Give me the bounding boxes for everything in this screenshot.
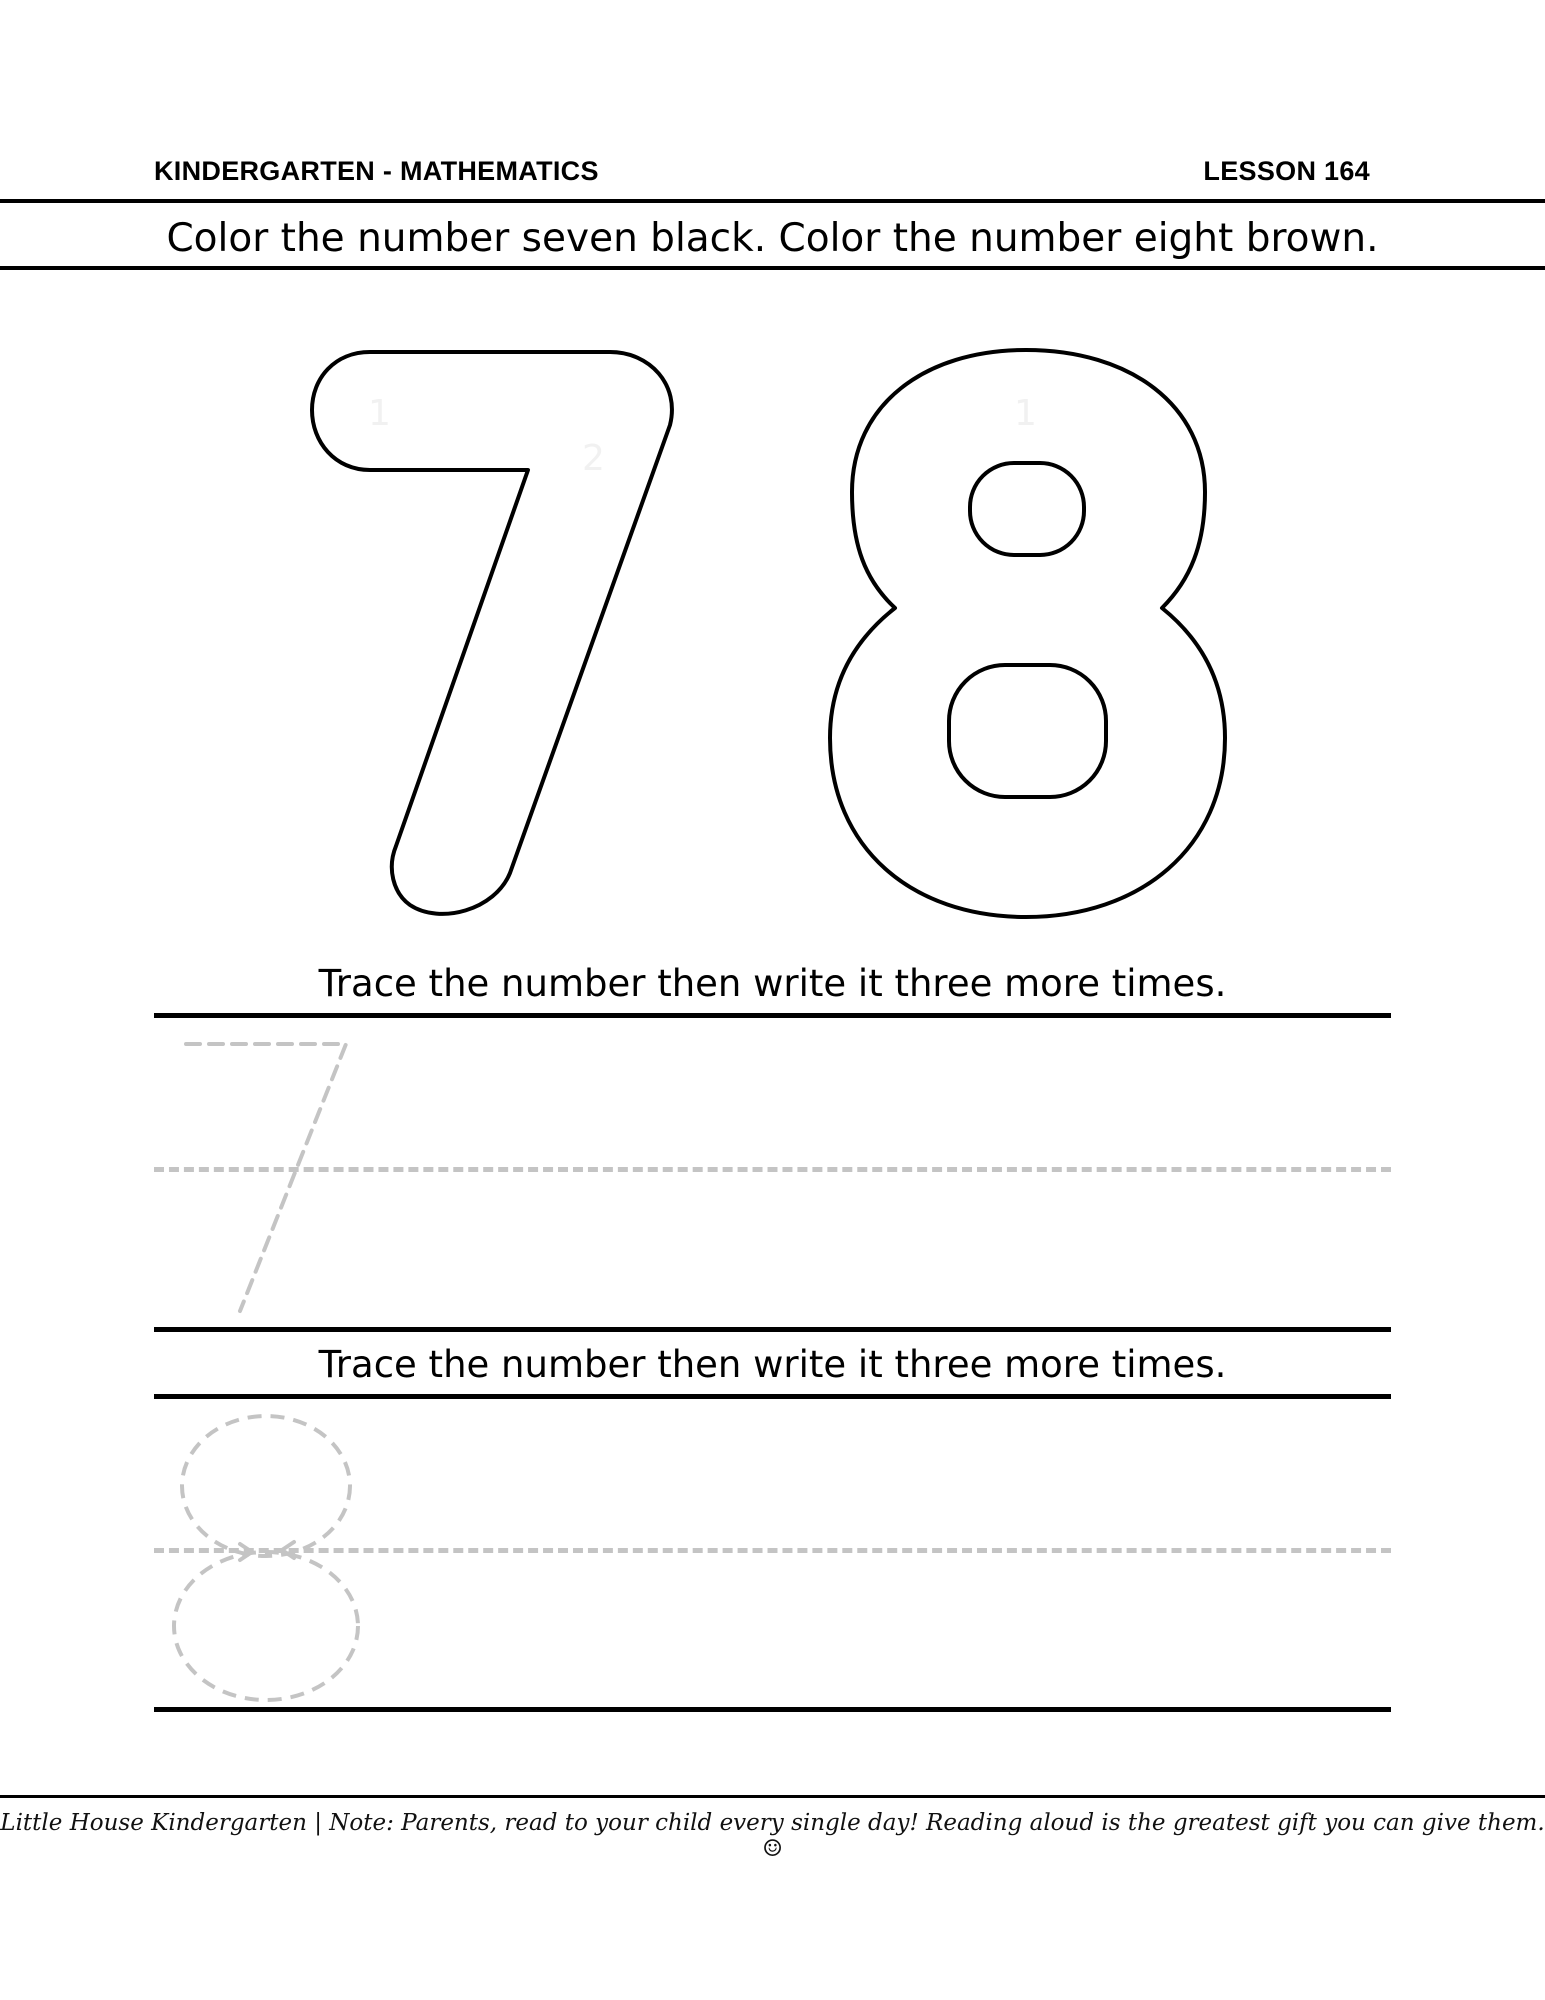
footer-rule: [0, 1795, 1545, 1798]
footer-note: Little House Kindergarten | Note: Parents, read to your child every single day! Reading aloud is the greatest gift you can give them. ☺: [0, 1810, 1545, 1862]
lesson-number: LESSON 164: [1203, 156, 1370, 186]
coloring-instruction: Color the number seven black. Color the number eight brown.: [166, 216, 1379, 261]
stroke-number-1: 1: [368, 393, 391, 434]
subject-heading: KINDERGARTEN - MATHEMATICS: [154, 156, 599, 186]
trace-digit-eight[interactable]: [154, 1394, 394, 1714]
trace-instruction: Trace the number then write it three more times.: [318, 962, 1227, 1005]
eight-upper-hole: [970, 463, 1084, 555]
trace-digit-seven[interactable]: [154, 1013, 394, 1333]
outline-digit-eight: [830, 350, 1225, 917]
trace-instruction: Trace the number then write it three more times.: [318, 1343, 1227, 1386]
stroke-number-1: 1: [1014, 393, 1037, 434]
stroke-number-2: 2: [582, 438, 605, 479]
outline-digit-seven: [312, 352, 672, 914]
eight-lower-hole: [949, 665, 1106, 797]
